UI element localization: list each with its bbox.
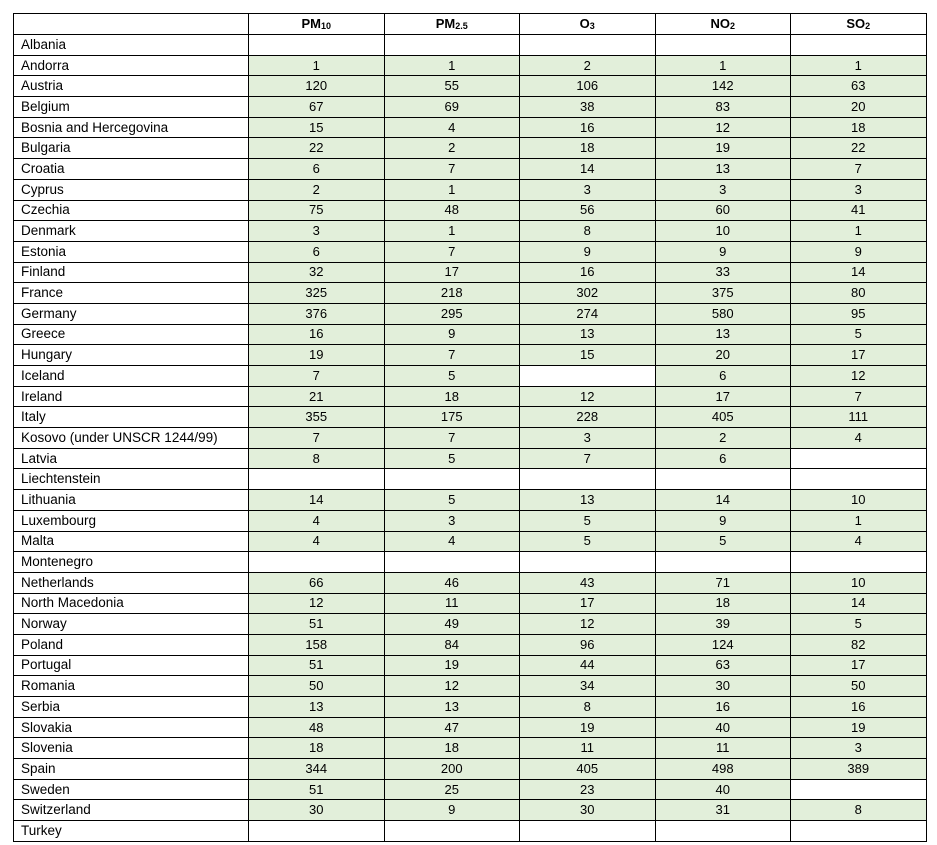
column-header [791,14,927,35]
country-cell: France [14,283,249,304]
value-cell: 71 [655,572,791,593]
table-row [14,303,927,324]
value-cell [655,552,791,573]
value-cell: 3 [791,179,927,200]
value-cell: 18 [655,593,791,614]
column-header [520,14,656,35]
value-cell: 30 [249,800,385,821]
value-cell: 7 [384,159,520,180]
value-cell: 8 [791,800,927,821]
country-cell: Andorra [14,55,249,76]
country-cell: Netherlands [14,572,249,593]
value-cell: 19 [249,345,385,366]
value-cell: 175 [384,407,520,428]
column-header-base: NO [710,15,730,31]
value-cell: 580 [655,303,791,324]
country-cell: Liechtenstein [14,469,249,490]
value-cell: 12 [384,676,520,697]
value-cell: 60 [655,200,791,221]
value-cell: 4 [249,510,385,531]
value-cell: 14 [791,593,927,614]
country-cell: Italy [14,407,249,428]
header-corner-cell [14,14,249,35]
value-cell: 2 [655,428,791,449]
value-cell: 5 [520,531,656,552]
value-cell: 63 [791,76,927,97]
value-cell: 106 [520,76,656,97]
value-cell: 14 [655,490,791,511]
value-cell: 6 [249,159,385,180]
value-cell: 6 [655,448,791,469]
value-cell: 7 [791,386,927,407]
country-cell: Germany [14,303,249,324]
value-cell: 95 [791,303,927,324]
value-cell: 325 [249,283,385,304]
value-cell: 355 [249,407,385,428]
country-cell: North Macedonia [14,593,249,614]
country-cell: Kosovo (under UNSCR 1244/99) [14,428,249,449]
column-header-base: O [579,15,590,31]
country-cell: Switzerland [14,800,249,821]
value-cell: 67 [249,97,385,118]
value-cell: 20 [791,97,927,118]
country-cell: Austria [14,76,249,97]
value-cell [520,366,656,387]
value-cell: 1 [384,179,520,200]
value-cell: 120 [249,76,385,97]
table-row [14,510,927,531]
value-cell: 9 [384,800,520,821]
column-header-subscript: 2.5 [455,20,468,31]
value-cell [791,552,927,573]
value-cell: 38 [520,97,656,118]
value-cell: 295 [384,303,520,324]
value-cell [249,469,385,490]
country-cell: Hungary [14,345,249,366]
value-cell: 9 [791,241,927,262]
value-cell: 48 [384,200,520,221]
table-row [14,179,927,200]
value-cell: 7 [791,159,927,180]
table-row [14,634,927,655]
value-cell: 17 [384,262,520,283]
country-cell: Slovakia [14,717,249,738]
table-row [14,117,927,138]
value-cell: 15 [520,345,656,366]
value-cell: 14 [249,490,385,511]
country-cell: Malta [14,531,249,552]
value-cell: 10 [655,221,791,242]
country-cell: Serbia [14,697,249,718]
column-header-base: PM [301,15,321,31]
country-cell: Slovenia [14,738,249,759]
table-row [14,283,927,304]
value-cell: 4 [791,428,927,449]
table-row [14,200,927,221]
table-row [14,531,927,552]
value-cell: 6 [249,241,385,262]
table-row [14,366,927,387]
table-row [14,490,927,511]
table-row [14,262,927,283]
table-body [14,35,927,842]
value-cell: 48 [249,717,385,738]
value-cell: 2 [249,179,385,200]
value-cell: 1 [791,510,927,531]
value-cell [655,35,791,56]
table-row [14,428,927,449]
column-header-base: SO [846,15,866,31]
value-cell: 12 [520,386,656,407]
value-cell: 17 [791,655,927,676]
value-cell: 12 [655,117,791,138]
column-header [655,14,791,35]
value-cell: 30 [655,676,791,697]
table-row [14,717,927,738]
value-cell: 9 [520,241,656,262]
value-cell: 4 [384,117,520,138]
table-row [14,800,927,821]
value-cell: 55 [384,76,520,97]
value-cell: 17 [520,593,656,614]
value-cell [384,821,520,842]
value-cell [655,821,791,842]
table-row [14,221,927,242]
column-header-subscript: 3 [589,20,595,31]
value-cell: 2 [520,55,656,76]
value-cell: 1 [384,221,520,242]
value-cell [384,35,520,56]
country-cell: Sweden [14,779,249,800]
value-cell: 96 [520,634,656,655]
value-cell: 3 [249,221,385,242]
value-cell: 1 [791,221,927,242]
value-cell: 344 [249,759,385,780]
value-cell: 8 [520,697,656,718]
value-cell: 375 [655,283,791,304]
value-cell [791,469,927,490]
value-cell: 25 [384,779,520,800]
table-row [14,407,927,428]
column-header-subscript: 10 [320,20,331,31]
value-cell: 3 [384,510,520,531]
value-cell: 51 [249,779,385,800]
pollutant-table [13,13,927,842]
country-cell: Portugal [14,655,249,676]
value-cell [384,552,520,573]
country-cell: Czechia [14,200,249,221]
value-cell: 5 [791,324,927,345]
value-cell: 84 [384,634,520,655]
value-cell: 274 [520,303,656,324]
value-cell: 34 [520,676,656,697]
value-cell [249,552,385,573]
value-cell: 9 [655,241,791,262]
value-cell: 1 [655,55,791,76]
value-cell: 51 [249,655,385,676]
country-cell: Albania [14,35,249,56]
country-cell: Bulgaria [14,138,249,159]
value-cell: 19 [791,717,927,738]
value-cell: 124 [655,634,791,655]
table-row [14,469,927,490]
value-cell: 142 [655,76,791,97]
country-cell: Luxembourg [14,510,249,531]
value-cell: 31 [655,800,791,821]
value-cell [655,469,791,490]
table-row [14,738,927,759]
table-row [14,345,927,366]
value-cell: 13 [520,490,656,511]
value-cell: 46 [384,572,520,593]
table-row [14,55,927,76]
value-cell: 13 [384,697,520,718]
value-cell: 2 [384,138,520,159]
table-row [14,97,927,118]
value-cell: 18 [249,738,385,759]
value-cell: 18 [384,386,520,407]
column-header [384,14,520,35]
value-cell: 1 [791,55,927,76]
table-row [14,324,927,345]
value-cell [249,35,385,56]
value-cell [520,821,656,842]
data-table-container [13,13,927,842]
value-cell: 12 [791,366,927,387]
value-cell [791,821,927,842]
country-cell: Lithuania [14,490,249,511]
value-cell: 11 [520,738,656,759]
value-cell: 40 [655,779,791,800]
value-cell: 1 [384,55,520,76]
value-cell: 11 [384,593,520,614]
table-row [14,35,927,56]
country-cell: Latvia [14,448,249,469]
table-row [14,593,927,614]
value-cell: 376 [249,303,385,324]
column-header [249,14,385,35]
value-cell [249,821,385,842]
value-cell: 16 [791,697,927,718]
value-cell: 3 [655,179,791,200]
country-cell: Poland [14,634,249,655]
value-cell: 16 [520,262,656,283]
value-cell: 69 [384,97,520,118]
value-cell: 16 [655,697,791,718]
value-cell: 6 [655,366,791,387]
value-cell: 39 [655,614,791,635]
value-cell: 17 [655,386,791,407]
country-cell: Turkey [14,821,249,842]
value-cell: 19 [384,655,520,676]
country-cell: Spain [14,759,249,780]
value-cell: 7 [384,241,520,262]
value-cell: 33 [655,262,791,283]
table-row [14,572,927,593]
value-cell: 4 [249,531,385,552]
table-row [14,655,927,676]
value-cell: 50 [249,676,385,697]
value-cell: 7 [249,428,385,449]
value-cell [520,469,656,490]
value-cell: 23 [520,779,656,800]
value-cell: 7 [384,345,520,366]
value-cell: 498 [655,759,791,780]
table-row [14,614,927,635]
value-cell: 14 [791,262,927,283]
table-header [14,14,927,35]
country-cell: Cyprus [14,179,249,200]
value-cell: 22 [791,138,927,159]
value-cell: 7 [384,428,520,449]
value-cell: 3 [791,738,927,759]
table-row [14,821,927,842]
value-cell: 47 [384,717,520,738]
value-cell: 44 [520,655,656,676]
value-cell: 21 [249,386,385,407]
value-cell: 405 [520,759,656,780]
table-row [14,386,927,407]
column-header-subscript: 2 [729,20,735,31]
value-cell: 18 [520,138,656,159]
value-cell: 22 [249,138,385,159]
table-row [14,676,927,697]
value-cell: 80 [791,283,927,304]
value-cell: 5 [655,531,791,552]
value-cell: 13 [520,324,656,345]
value-cell: 10 [791,490,927,511]
value-cell: 5 [791,614,927,635]
value-cell: 200 [384,759,520,780]
country-cell: Croatia [14,159,249,180]
value-cell [791,448,927,469]
value-cell: 51 [249,614,385,635]
value-cell: 63 [655,655,791,676]
value-cell: 12 [520,614,656,635]
country-cell: Estonia [14,241,249,262]
value-cell: 56 [520,200,656,221]
value-cell: 16 [520,117,656,138]
country-cell: Montenegro [14,552,249,573]
value-cell: 228 [520,407,656,428]
value-cell: 111 [791,407,927,428]
value-cell: 19 [520,717,656,738]
value-cell: 15 [249,117,385,138]
table-row [14,448,927,469]
value-cell: 389 [791,759,927,780]
value-cell: 41 [791,200,927,221]
value-cell: 18 [791,117,927,138]
header-row [14,14,927,35]
value-cell [384,469,520,490]
country-cell: Iceland [14,366,249,387]
value-cell: 8 [249,448,385,469]
country-cell: Bosnia and Hercegovina [14,117,249,138]
value-cell: 16 [249,324,385,345]
country-cell: Belgium [14,97,249,118]
column-header-base: PM [435,15,456,31]
value-cell [791,35,927,56]
value-cell: 19 [655,138,791,159]
country-cell: Romania [14,676,249,697]
value-cell: 4 [384,531,520,552]
value-cell: 40 [655,717,791,738]
value-cell: 14 [520,159,656,180]
country-cell: Denmark [14,221,249,242]
value-cell: 8 [520,221,656,242]
value-cell: 1 [249,55,385,76]
value-cell: 5 [384,448,520,469]
value-cell: 9 [384,324,520,345]
table-row [14,76,927,97]
value-cell: 75 [249,200,385,221]
value-cell: 405 [655,407,791,428]
value-cell: 13 [655,324,791,345]
value-cell [791,779,927,800]
value-cell: 43 [520,572,656,593]
country-cell: Norway [14,614,249,635]
value-cell: 4 [791,531,927,552]
value-cell: 5 [384,490,520,511]
table-row [14,241,927,262]
value-cell: 13 [655,159,791,180]
value-cell: 20 [655,345,791,366]
value-cell: 5 [384,366,520,387]
value-cell: 7 [520,448,656,469]
value-cell: 7 [249,366,385,387]
value-cell: 17 [791,345,927,366]
value-cell: 158 [249,634,385,655]
column-header-subscript: 2 [865,20,871,31]
value-cell: 12 [249,593,385,614]
value-cell: 9 [655,510,791,531]
value-cell: 49 [384,614,520,635]
value-cell [520,35,656,56]
table-row [14,759,927,780]
table-row [14,552,927,573]
value-cell: 83 [655,97,791,118]
value-cell: 18 [384,738,520,759]
table-row [14,697,927,718]
value-cell: 82 [791,634,927,655]
value-cell: 218 [384,283,520,304]
country-cell: Finland [14,262,249,283]
value-cell: 3 [520,428,656,449]
value-cell: 5 [520,510,656,531]
value-cell: 3 [520,179,656,200]
value-cell: 10 [791,572,927,593]
table-row [14,138,927,159]
value-cell: 66 [249,572,385,593]
value-cell: 30 [520,800,656,821]
value-cell: 302 [520,283,656,304]
value-cell: 50 [791,676,927,697]
value-cell [520,552,656,573]
value-cell: 32 [249,262,385,283]
value-cell: 13 [249,697,385,718]
table-row [14,159,927,180]
table-row [14,779,927,800]
country-cell: Ireland [14,386,249,407]
value-cell: 11 [655,738,791,759]
country-cell: Greece [14,324,249,345]
